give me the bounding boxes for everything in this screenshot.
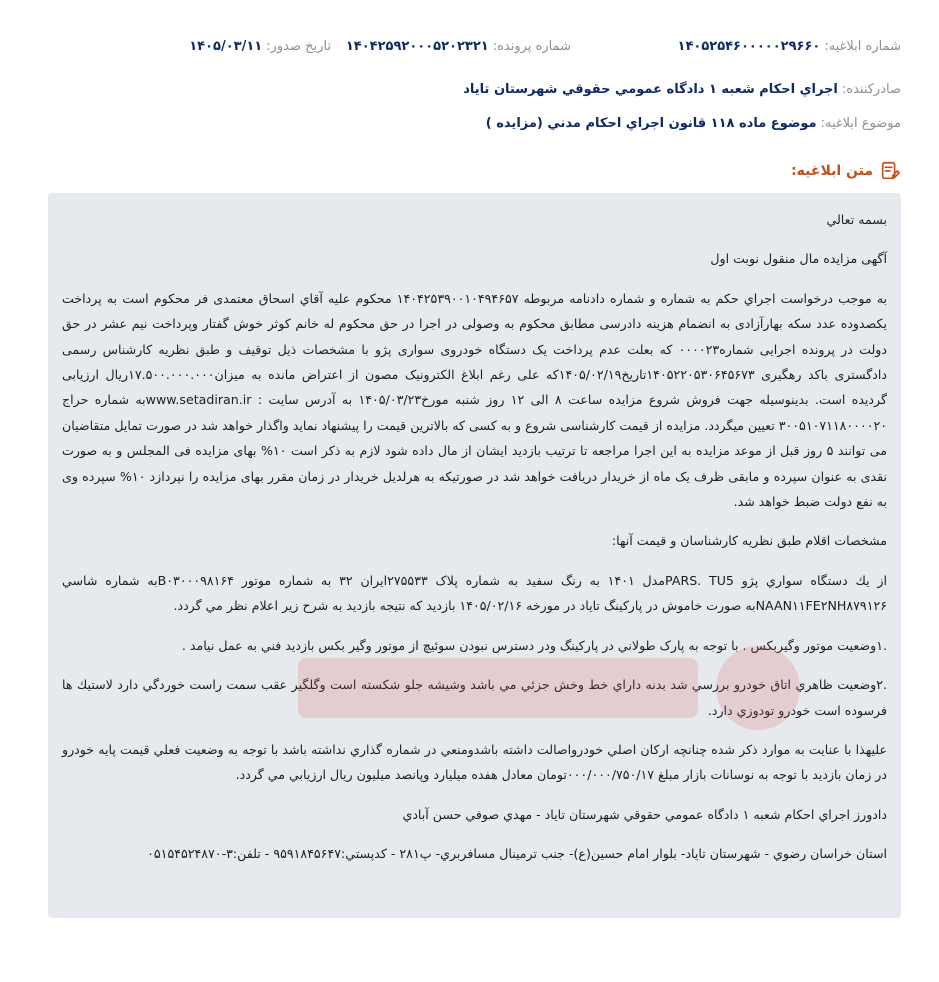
issue-date-value: ۱۴۰۵/۰۳/۱۱ [189, 38, 263, 54]
issue-date-label: تاريخ صدور: [266, 38, 331, 54]
section-title [791, 160, 901, 182]
notice-body [48, 193, 901, 918]
issue-date-group [189, 39, 331, 54]
body-engine-status: .۱وضعيت موتور وگيربکس . با توجه به پارک طولاني در پارکينگ ودر دسترس نبودن سوئيچ از موتور وگير بکس بازديد فني به عمل نيامد . [181, 637, 887, 653]
section-title-text: متن ابلاغيه: [791, 163, 873, 179]
body-heading: آگهی مزايده مال منقول نوبت اول [710, 251, 887, 267]
notice-number-label: شماره ابلاغيه: [824, 38, 901, 54]
body-items-heading: مشخصات اقلام طبق نظريه کارشناسان و قيمت آنها: [611, 533, 887, 549]
body-vehicle-description: از يك دستگاه سواري پژو PARS. TU5مدل ۱۴۰۱ به رنگ سفيد به شماره پلاک ۲۷۵۵۳۳ايران ۳۲ به شماره موتور B۰۳۰۰۰۹۸۱۶۴به شماره شاسي NAAN۱۱FE۲NH۸۷۹۱۲۶به صورت خاموش در پارکينگ تاياد در مورخه ۱۴۰۵/۰۲/۱۶ بازديد که نتيجه بازديد به شرح زير اعلام نظر مي گردد. [62, 572, 887, 614]
body-main-paragraph: به موجب درخواست اجراي حکم به شماره و شماره دادنامه مربوطه ۱۴۰۴۲۵۳۹۰۰۱۰۴۹۴۶۵۷ محکوم عليه آقاي اسحاق معتمدی فر محکوم است به پرداخت يکصدوده عدد سکه بهارآزادی به انضمام هزينه دادرسی مطابق محکوم به وصولی در اجرا در حق محکوم له خانم کوثر خوش گفتار وپرداخت نيم عشر در حق دولت در پرونده اجرايی شماره۰۰۰۰۲۳ که بعلت عدم پرداخت يک دستگاه خودروی سواری پژو با مشخصات ذيل توقيف و طبق نظريه کارشناس رسمی دادگستری باکد رهگيری ۱۴۰۵۲۲۰۵۳۰۶۴۵۶۷۳تاريخ۱۴۰۵/۰۲/۱۹که علی رغم ابلاغ الکترونيک مصون از اعتراض مانده به ميزان۱۷.۵۰۰.۰۰۰.۰۰۰ريال ارزيابی گرديده است. بدينوسيله جهت فروش شروع مزايده ساعت ۸ الی ۱۲ روز شنبه مورخ۱۴۰۵/۰۳/۲۳ به آدرس سايت : www.setadiran.irبه شماره حراج ۳۰۰۵۱۰۷۱۱۸۰۰۰۰۲۰ تعيين ميگردد. مزايده از قيمت کارشناسی شروع و به کسی که بالاترين قيمت را پيشنهاد نمايد واگذار خواهد شد در صورت تمايل متقاضيان می توانند ۵ روز قبل از موعد مزايده به اين اجرا مراجعه تا ترتيب بازديد ايشان از مال داده شود لازم به ذکر است ۱۰% بهای مزايده فی المجلس و به صورت نقدی به عنوان سپرده و مابقی ظرف يک ماه از خريدار دريافت خواهد شد در صورتيکه به هرلديل خريدار در زمان مقرر بهای مزايده را نپردازد ۱۰% سپرده وی به نفع دولت ضبط خواهد شد. [61, 290, 888, 510]
issuer-label: صادرکننده: [841, 82, 901, 97]
body-exterior-status: .۲وضعيت ظاهري اتاق خودرو بررسي شد بدنه داراي خط وخش جزئي مي باشد وشيشه جلو شکسته است وگلگير عقب سمت راست خوردگي دارد لاستيك ها فرسوده است خودرو تودوزي دارد. [62, 677, 887, 718]
case-number-group [346, 39, 571, 54]
notice-number-group [678, 39, 901, 54]
body-officer: دادورز اجراي احکام شعبه ۱ دادگاه عمومي حقوقي شهرستان تاياد - مهدي صوفي حسن آبادي [402, 806, 887, 822]
subject-value: موضوع ماده ۱۱۸ قانون اجراي احکام مدني (مزايده ) [485, 116, 817, 131]
meta-row-subject [38, 116, 901, 131]
body-address: استان خراسان رضوي - شهرستان تاياد- بلوار امام حسين(ع)- جنب ترمينال مسافربري- پ۲۸۱ - کدپستي:۹۵۹۱۸۴۵۶۴۷ - تلفن:۳-۰۵۱۵۴۵۲۴۸۷۰ [147, 846, 887, 862]
notice-number-value: ۱۴۰۵۲۵۴۶۰۰۰۰۰۲۹۶۶۰ [677, 38, 821, 54]
case-number-value: ۱۴۰۴۲۵۹۲۰۰۰۵۲۰۲۳۲۱ [345, 38, 489, 54]
body-greeting: بسمه تعالي [826, 212, 887, 227]
issuer-value: اجراي احکام شعبه ۱ دادگاه عمومي حقوقي شهرستان تاياد [463, 82, 838, 97]
document-edit-icon [879, 160, 901, 182]
meta-row-issuer [38, 82, 901, 97]
body-valuation: عليهذا با عنايت به موارد ذکر شده چنانچه ارکان اصلي خودرواصالت داشته باشدومنعي در شماره گذاري نداشته باشد با توجه به وضعيت فعلي قيمت پايه خودرو در زمان بازديد با توجه به نوسانات بازار مبلغ ۰۰۰/۰۰۰/۷۵۰/۱۷تومان معادل هفده ميليارد وپانصد ميليون ريال ارزيابي مي گردد. [62, 741, 887, 783]
subject-label: موضوع ابلاغيه: [820, 116, 901, 131]
case-number-label: شماره پرونده: [492, 38, 571, 54]
